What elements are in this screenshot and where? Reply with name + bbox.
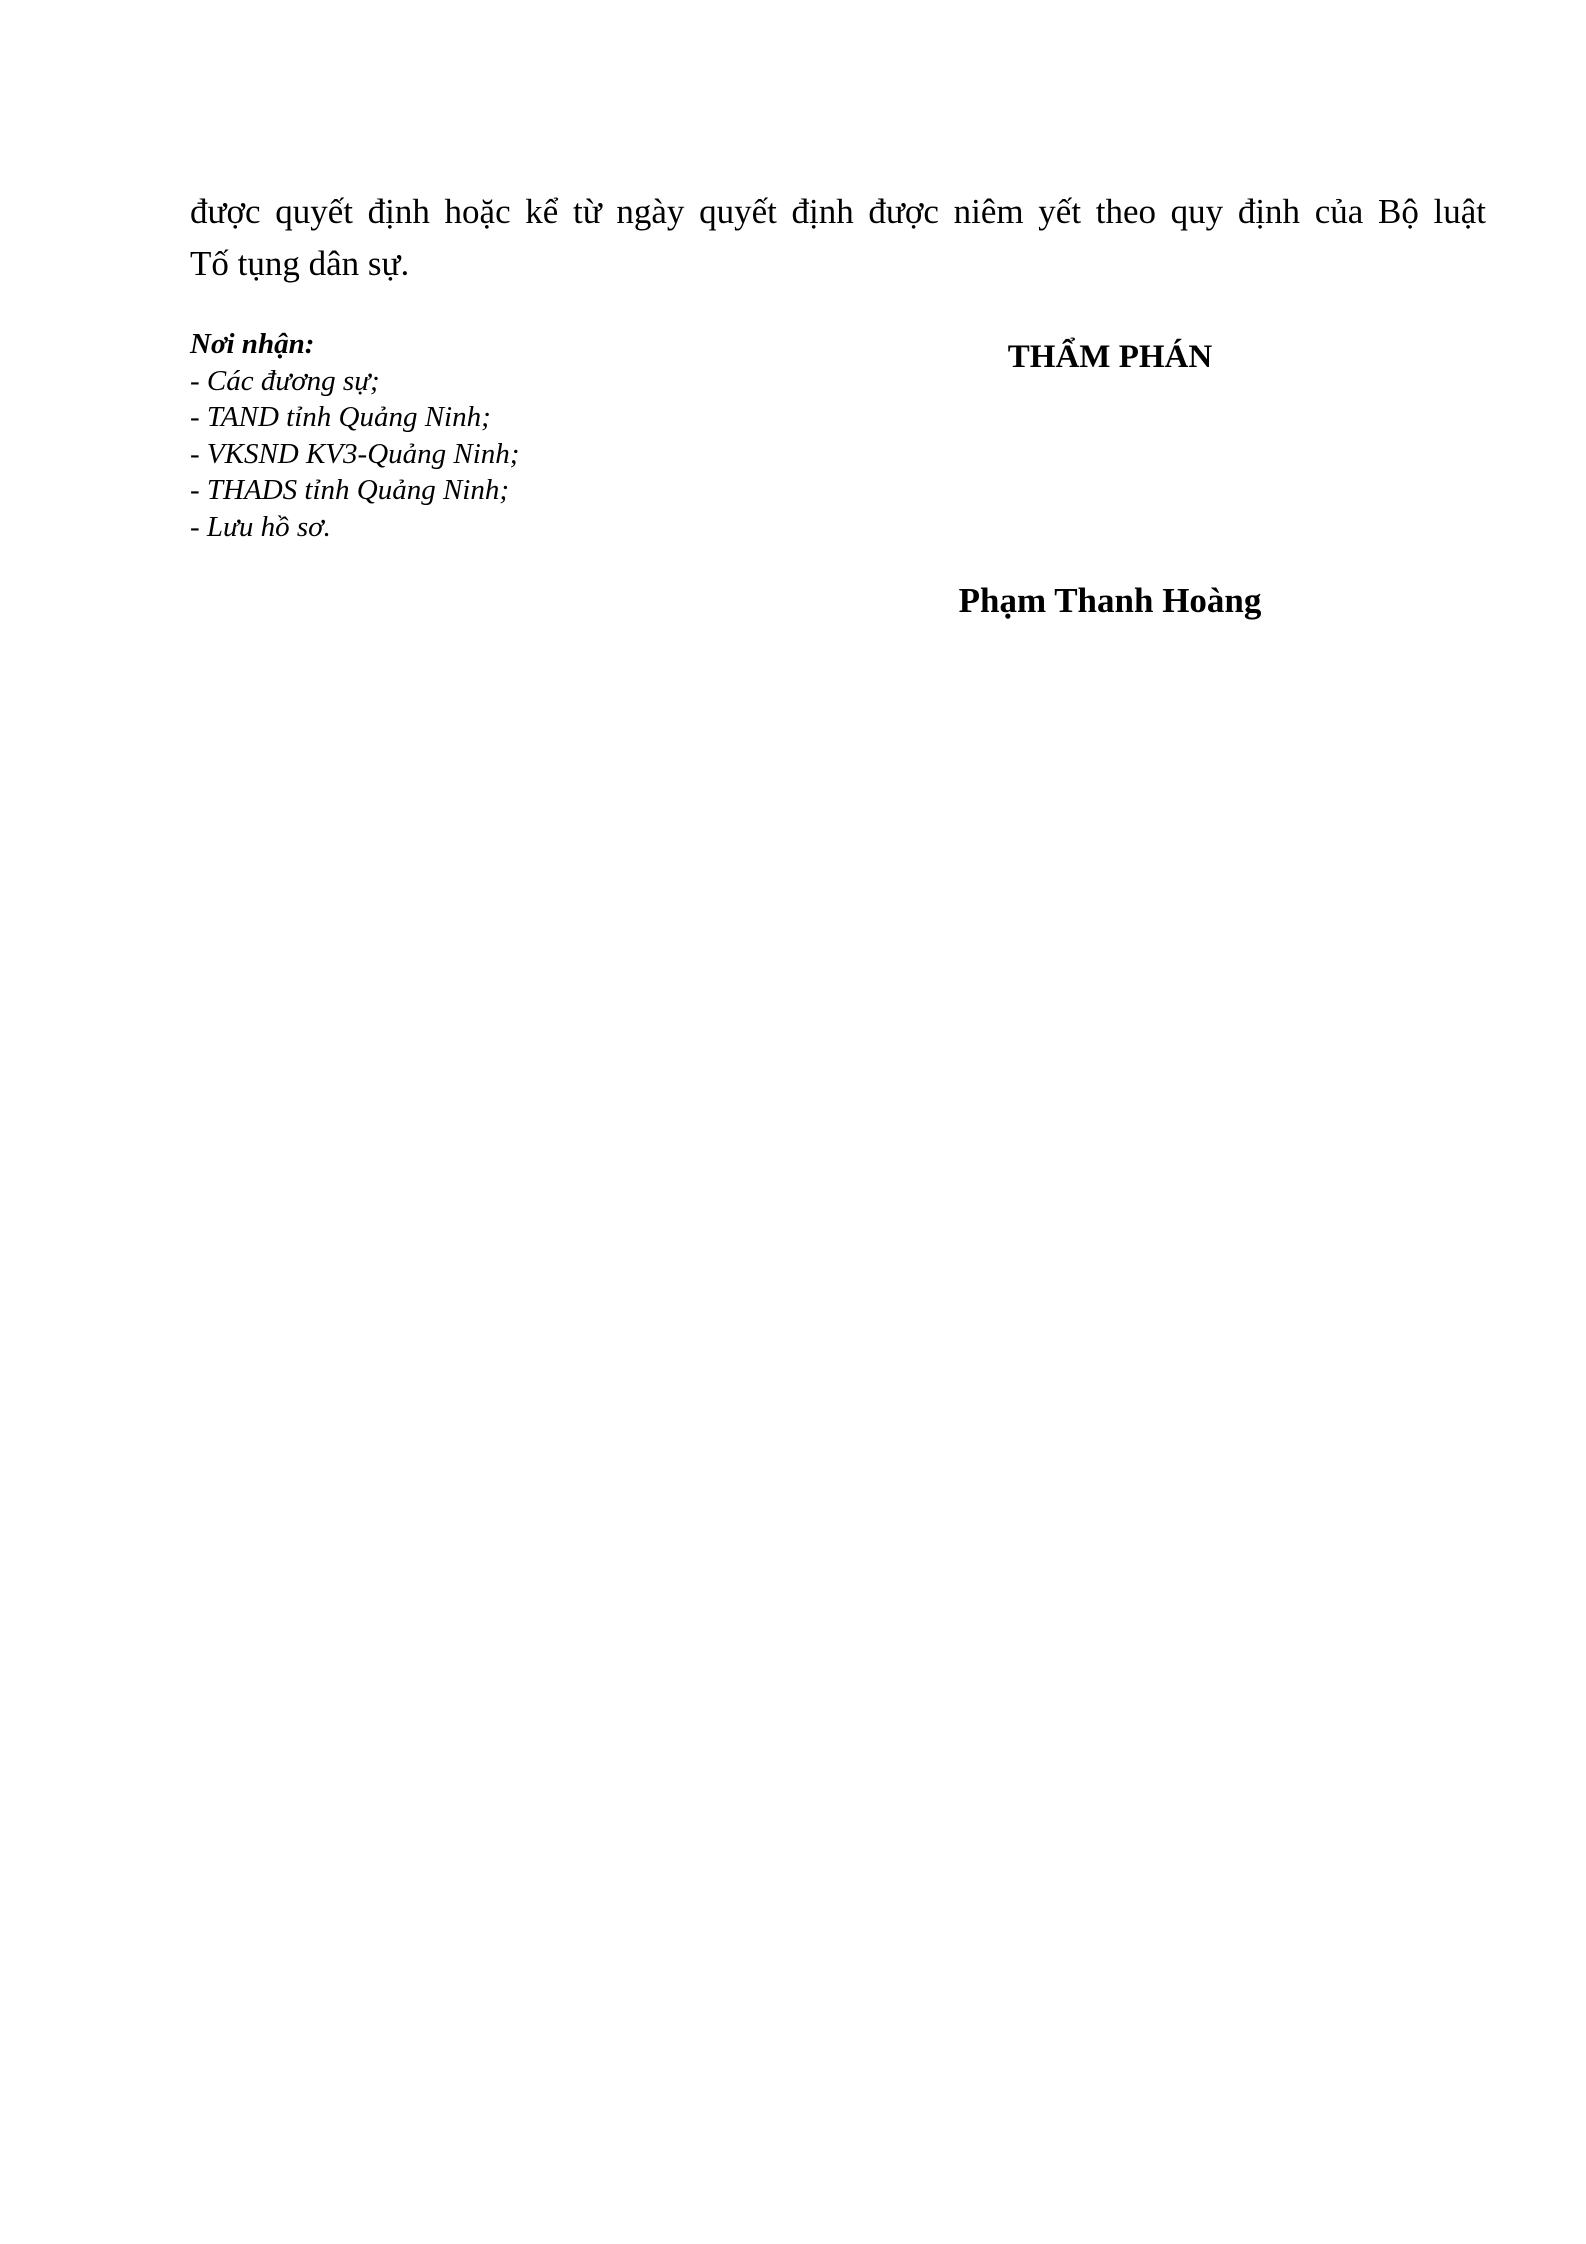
body-paragraph [190, 186, 1486, 290]
recipients-heading: Nơi nhận: [190, 328, 315, 360]
recipient-item: - TAND tỉnh Quảng Ninh; [190, 401, 491, 433]
recipient-item: - Lưu hồ sơ. [190, 510, 331, 543]
recipients-block [190, 326, 810, 545]
recipient-item: - VKSND KV3-Quảng Ninh; [190, 437, 520, 470]
signature-block [860, 326, 1360, 628]
signer-title: THẨM PHÁN [1007, 339, 1213, 375]
body-line-1: được quyết định hoặc kể từ ngày quyết định được niêm yết theo quy định của Bộ luật [190, 192, 1486, 231]
body-line-2: Tố tụng dân sự. [190, 244, 410, 283]
recipient-item: - Các đương sự; [190, 364, 380, 397]
signer-name: Phạm Thanh Hoàng [958, 581, 1262, 620]
recipient-item: - THADS tỉnh Quảng Ninh; [190, 474, 509, 506]
